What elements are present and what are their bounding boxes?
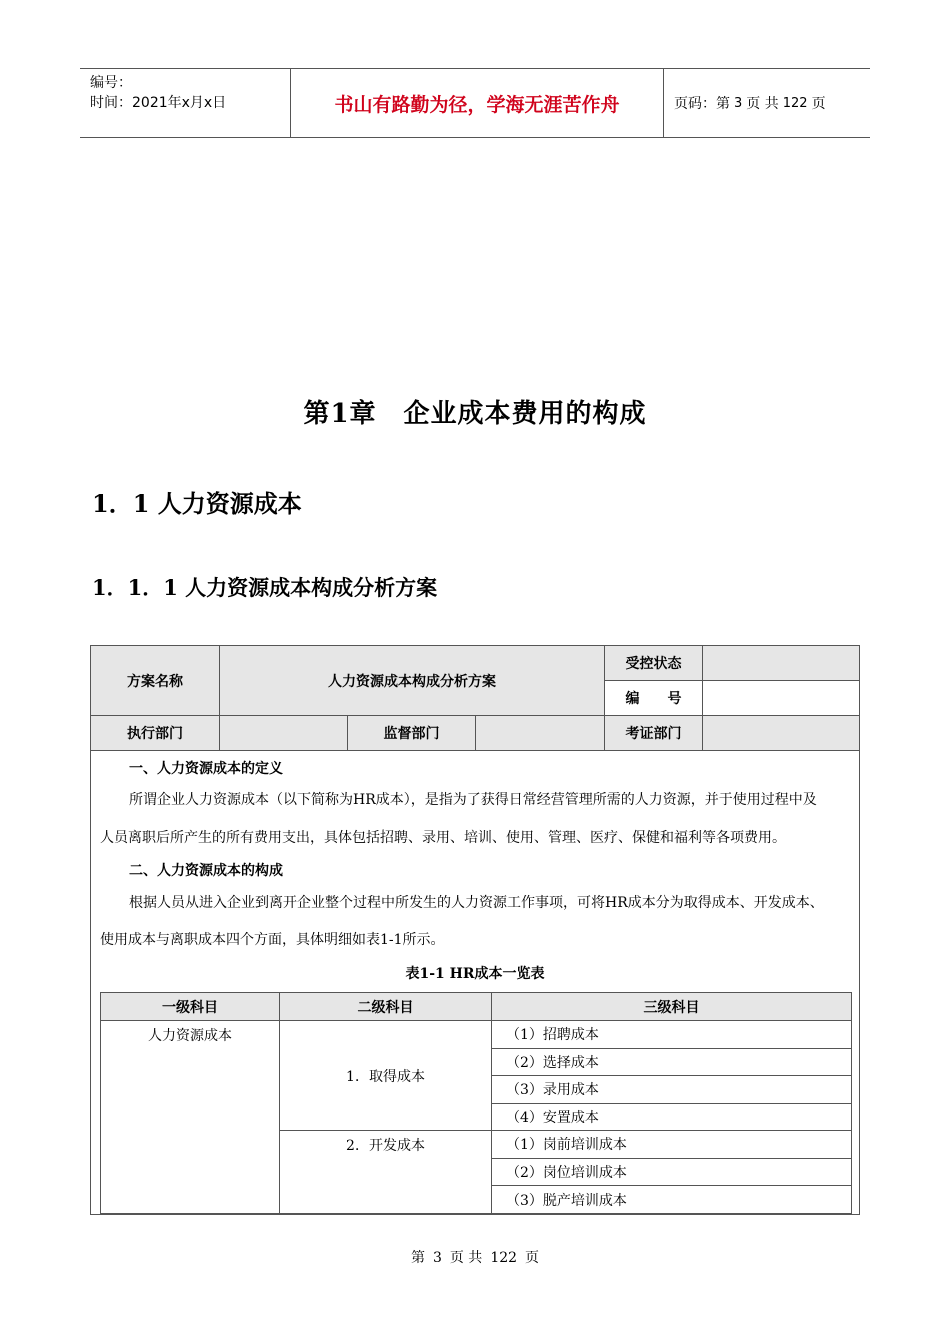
control-status-label: 受控状态	[605, 646, 703, 681]
exec-dept-value	[220, 716, 348, 751]
control-status-value	[703, 646, 859, 681]
composition-line-2: 使用成本与离职成本四个方面，具体明细如表1-1所示。	[100, 932, 445, 948]
composition-line-1: 根据人员从进入企业到离开企业整个过程中所发生的人力资源工作事项，可将HR成本分为取得成本、开发成本、	[129, 895, 824, 911]
footer-pre: 第	[410, 1250, 425, 1266]
page-number: 3	[734, 95, 743, 111]
date-label: 时间：	[90, 95, 132, 111]
table-caption: 表1-1 HR成本一览表	[405, 966, 545, 982]
level3-item: （1）岗前培训成本	[492, 1131, 851, 1159]
definition-line-2: 人员离职后所产生的所有费用支出，具体包括招聘、录用、培训、使用、管理、医疗、保健和福利等各项费用。	[100, 830, 786, 846]
level3-item: （1）招聘成本	[492, 1021, 851, 1049]
header-page-info	[664, 69, 870, 137]
level3-item: （2）岗位培训成本	[492, 1159, 851, 1187]
definition-line-1: 所谓企业人力资源成本（以下简称为HR成本），是指为了获得日常经营管理所需的人力资源，并于使用过程中及	[129, 792, 817, 808]
supervise-dept-label: 监督部门	[348, 716, 476, 751]
section-title: 1．1 人力资源成本	[92, 489, 302, 518]
subsection-title: 1．1．1 人力资源成本构成分析方案	[92, 575, 438, 600]
footer-page: 3	[432, 1250, 442, 1266]
number-label: 编号：	[90, 75, 132, 91]
level3-item: （3）录用成本	[492, 1076, 851, 1104]
code-value	[703, 681, 859, 716]
heading-composition: 二、人力资源成本的构成	[129, 863, 283, 879]
code-label: 编 号	[605, 681, 703, 716]
header-level1: 一级科目	[101, 993, 280, 1021]
plan-name-value: 人力资源成本构成分析方案	[220, 646, 605, 716]
page-total: 122	[782, 95, 808, 111]
header-motto: 书山有路勤为径，学海无涯苦作舟	[291, 69, 664, 137]
level3-item: （2）选择成本	[492, 1049, 851, 1077]
page-end: 页	[811, 96, 826, 112]
cost-table	[100, 992, 852, 1214]
plan-table	[90, 645, 860, 1215]
supervise-dept-value	[476, 716, 605, 751]
footer-total: 122	[490, 1250, 518, 1266]
plan-name-label: 方案名称	[91, 646, 220, 716]
footer-post: 页	[525, 1250, 540, 1266]
page-header	[80, 68, 870, 138]
exec-dept-label: 执行部门	[91, 716, 220, 751]
page-mid: 页 共	[746, 96, 779, 112]
header-level2: 二级科目	[280, 993, 492, 1021]
date-value: 2021年x月x日	[132, 95, 227, 111]
level2-development: 2．开发成本	[280, 1131, 492, 1213]
level3-item: （4）安置成本	[492, 1104, 851, 1132]
heading-definition: 一、人力资源成本的定义	[129, 761, 283, 777]
header-level3: 三级科目	[492, 993, 851, 1021]
page-label: 页码：第	[674, 96, 730, 112]
footer-mid: 页 共	[449, 1250, 483, 1266]
date-line	[90, 93, 290, 113]
header-meta	[80, 69, 291, 137]
level2-acquisition: 1．取得成本	[280, 1021, 492, 1131]
level3-item: （3）脱产培训成本	[506, 1192, 627, 1209]
page-footer	[0, 1247, 950, 1267]
chapter-title: 第1章 企业成本费用的构成	[303, 399, 647, 429]
verify-dept-label: 考证部门	[605, 716, 703, 751]
level1-cell: 人力资源成本	[101, 1021, 280, 1213]
verify-dept-value	[703, 716, 859, 751]
